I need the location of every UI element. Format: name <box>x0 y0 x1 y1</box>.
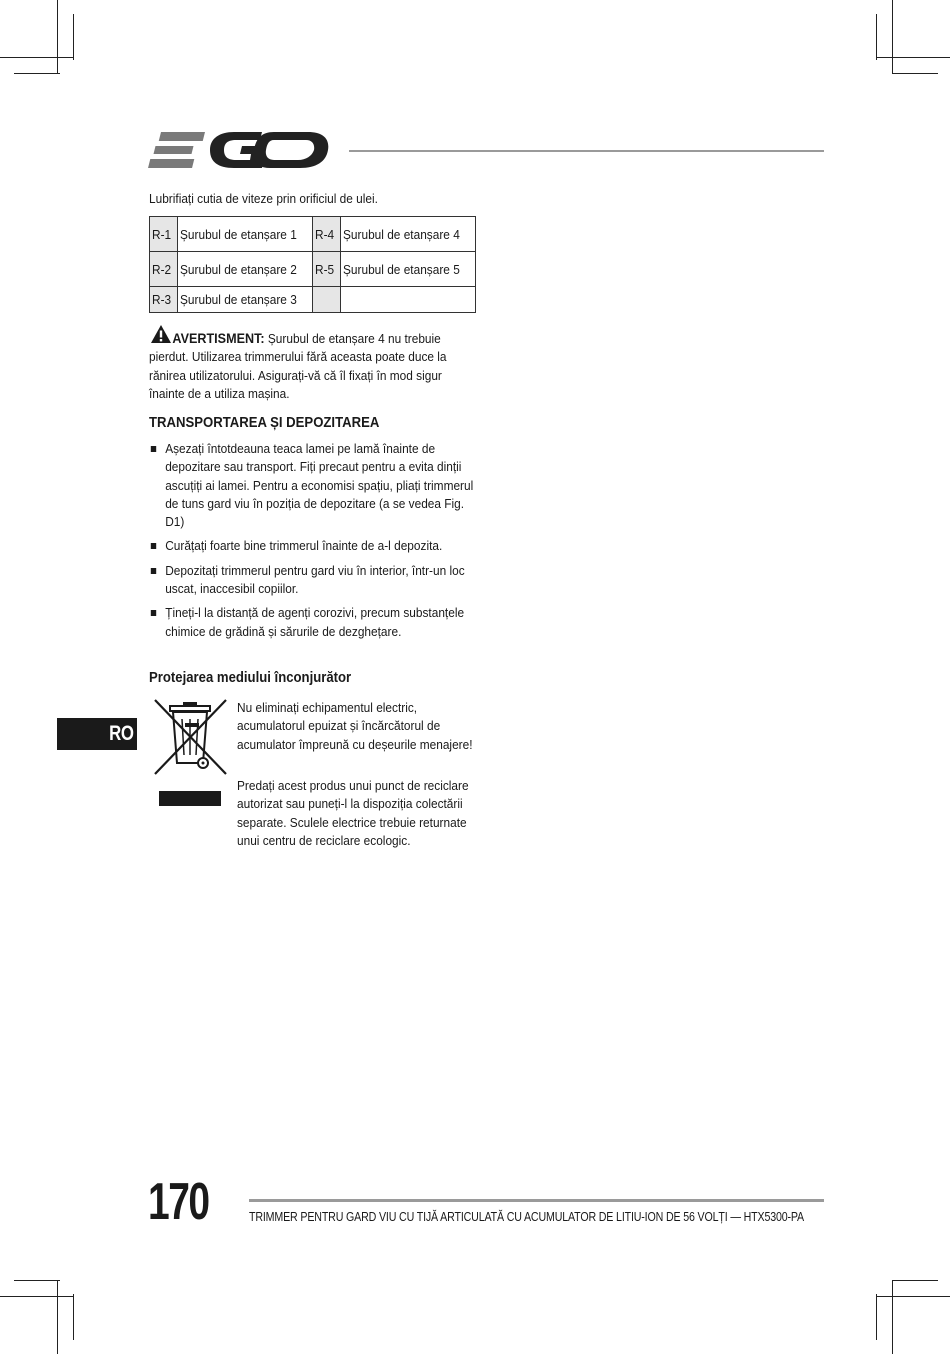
table-cell-label: Șurubul de etanșare 2 <box>178 252 313 287</box>
table-cell-code: R-1 <box>150 217 178 252</box>
warning-label: AVERTISMENT: <box>172 330 265 346</box>
screw-table <box>149 216 476 313</box>
table-cell-label: Șurubul de etanșare 3 <box>178 287 313 313</box>
table-cell-label: Șurubul de etanșare 4 <box>341 217 476 252</box>
table-row <box>150 252 476 287</box>
section-title-transport: TRANSPORTAREA ȘI DEPOZITAREA <box>149 415 380 431</box>
table-row <box>150 217 476 252</box>
list-item: Depozitați trimmerul pentru gard viu în interior, într-un loc uscat, inaccesibil copiilor. <box>149 562 478 599</box>
transport-list <box>149 440 478 647</box>
table-cell-code <box>313 287 341 313</box>
list-item: Așezați întotdeauna teaca lamei pe lamă înainte de depozitare sau transport. Fiți precaut pentru a evita dinții ascuțiți ai lamei. Pentru a economisi spațiu, pliați trimmerul de tuns gard viu în poziția de depozitare (a se vedea Fig. D1) <box>149 440 478 531</box>
warning-paragraph <box>149 329 475 403</box>
table-cell-code: R-3 <box>150 287 178 313</box>
language-tab <box>57 718 137 750</box>
table-cell-label: Șurubul de etanșare 5 <box>341 252 476 287</box>
environment-paragraph-1: Nu eliminați echipamentul electric, acumulatorul epuizat și încărcătorul de acumulator împreună cu deșeurile menajere! <box>237 700 473 752</box>
page-number: 170 <box>148 1173 209 1231</box>
table-cell-code: R-4 <box>313 217 341 252</box>
crossed-out-wheelie-bin-icon <box>152 697 230 807</box>
table-row <box>150 287 476 313</box>
language-tab-label: RO <box>108 722 133 745</box>
warning-text: Șurubul de etanșare 4 nu trebuie pierdut. Utilizarea trimmerului fără aceasta poate duce la rănirea utilizatorului. Asigurați-vă că îl fixați în mod sigur înainte de a utiliza mașina. <box>149 331 447 401</box>
header-rule <box>349 150 824 152</box>
table-cell-label <box>341 287 476 313</box>
footer-text: TRIMMER PENTRU GARD VIU CU TIJĂ ARTICULATĂ CU ACUMULATOR DE LITIU-ION DE 56 VOLȚI — HTX5300-PA <box>249 1209 804 1224</box>
section-title-environment: Protejarea mediului înconjurător <box>149 670 352 686</box>
table-cell-label: Șurubul de etanșare 1 <box>178 217 313 252</box>
table-cell-code: R-5 <box>313 252 341 287</box>
list-item: Curățați foarte bine trimmerul înainte de a-l depozita. <box>149 537 478 555</box>
footer-rule <box>249 1199 824 1202</box>
table-cell-code: R-2 <box>150 252 178 287</box>
list-item: Țineți-l la distanță de agenți corozivi, precum substanțele chimice de grădină și sărurile de dezghețare. <box>149 604 478 641</box>
environment-paragraph-2: Predați acest produs unui punct de reciclare autorizat sau puneți-l la dispoziția colectării separate. Sculele electrice trebuie returnate unui centru de reciclare ecologic. <box>237 778 469 848</box>
brand-logo <box>148 128 332 172</box>
intro-text: Lubrifiați cutia de viteze prin orificiul de ulei. <box>149 191 378 206</box>
